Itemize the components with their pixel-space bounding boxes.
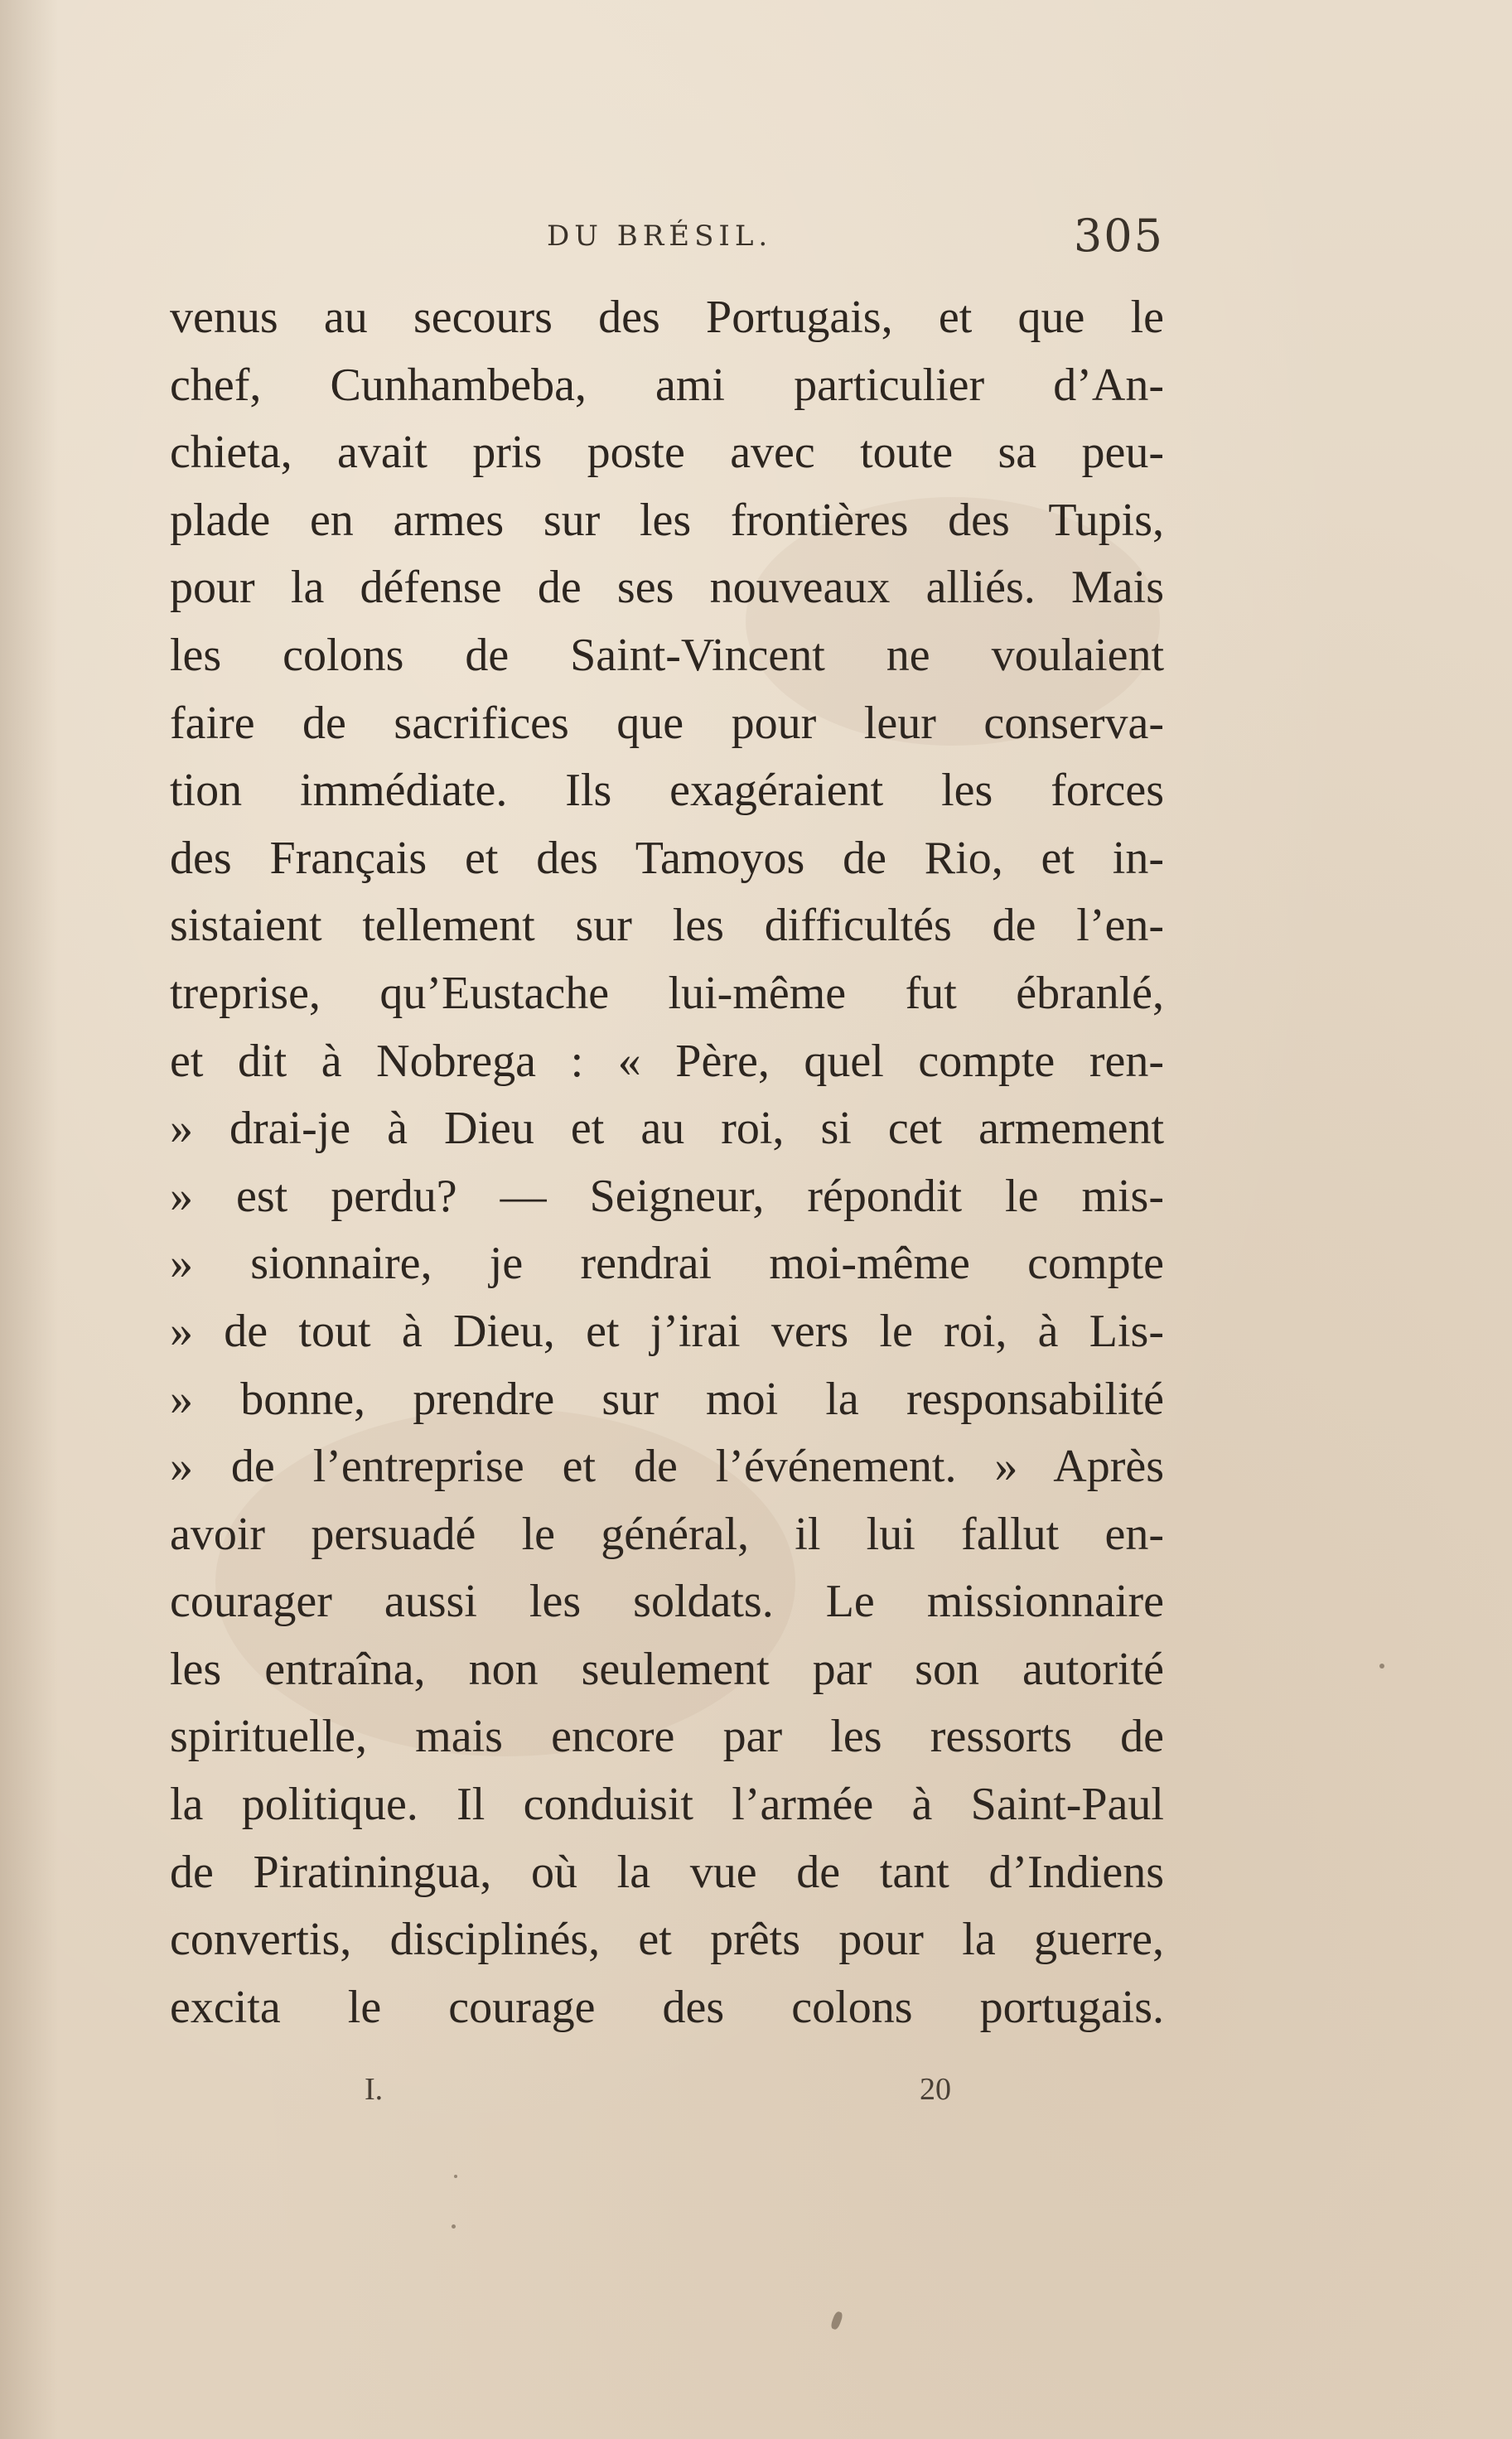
text-line: la politique. Il conduisit l’armée à Saint-Paul [170, 1779, 1164, 1831]
ink-speck [454, 2175, 457, 2178]
text-line: les entraîna, non seulement par son autorité [170, 1643, 1164, 1695]
text-line: sistaient tellement sur les difficultés de l’en- [170, 900, 1164, 952]
page-header [170, 211, 1164, 269]
text-line: venus au secours des Portugais, et que le [170, 292, 1164, 343]
text-line: pour la défense de ses nouveaux alliés. Mais [170, 562, 1164, 614]
text-line: et dit à Nobrega : « Père, quel compte ren- [170, 1035, 1164, 1087]
text-line: avoir persuadé le général, il lui fallut en- [170, 1508, 1164, 1560]
text-line: treprise, qu’Eustache lui-même fut ébranlé, [170, 967, 1164, 1019]
text-line: » de l’entreprise et de l’événement. » Après [170, 1441, 1164, 1493]
text-line: excita le courage des colons portugais. [170, 1981, 1164, 2033]
signature-number: 20 [920, 2072, 951, 2107]
ink-speck [452, 2224, 456, 2229]
page-footer [170, 2071, 1164, 2129]
spine-shadow [0, 0, 58, 2439]
text-line: des Français et des Tamoyos de Rio, et in- [170, 832, 1164, 884]
text-line: courager aussi les soldats. Le missionnaire [170, 1576, 1164, 1628]
text-line: les colons de Saint-Vincent ne voulaient [170, 629, 1164, 681]
text-line: » bonne, prendre sur moi la responsabilité [170, 1373, 1164, 1425]
text-line: spirituelle, mais encore par les ressorts de [170, 1711, 1164, 1763]
page-number: 305 [1073, 210, 1164, 262]
ink-speck [830, 2311, 844, 2330]
ink-speck [1379, 1664, 1384, 1669]
text-line: » drai-je à Dieu et au roi, si cet armement [170, 1103, 1164, 1155]
text-line: de Piratiningua, où la vue de tant d’Indiens [170, 1846, 1164, 1898]
text-line: tion immédiate. Ils exagéraient les forces [170, 765, 1164, 817]
running-head: DU BRÉSIL. [547, 220, 773, 253]
text-line: » est perdu? — Seigneur, répondit le mis- [170, 1170, 1164, 1222]
text-line: » de tout à Dieu, et j’irai vers le roi, à Lis- [170, 1305, 1164, 1357]
text-line: » sionnaire, je rendrai moi-même compte [170, 1238, 1164, 1290]
text-line: chef, Cunhambeba, ami particulier d’An- [170, 359, 1164, 411]
signature-mark: I. [365, 2072, 384, 2107]
text-line: chieta, avait pris poste avec toute sa peu- [170, 427, 1164, 479]
text-line: faire de sacrifices que pour leur conserva- [170, 697, 1164, 749]
text-line: convertis, disciplinés, et prêts pour la guerre, [170, 1914, 1164, 1966]
text-line: plade en armes sur les frontières des Tupis, [170, 494, 1164, 546]
body-text [170, 284, 1164, 2041]
